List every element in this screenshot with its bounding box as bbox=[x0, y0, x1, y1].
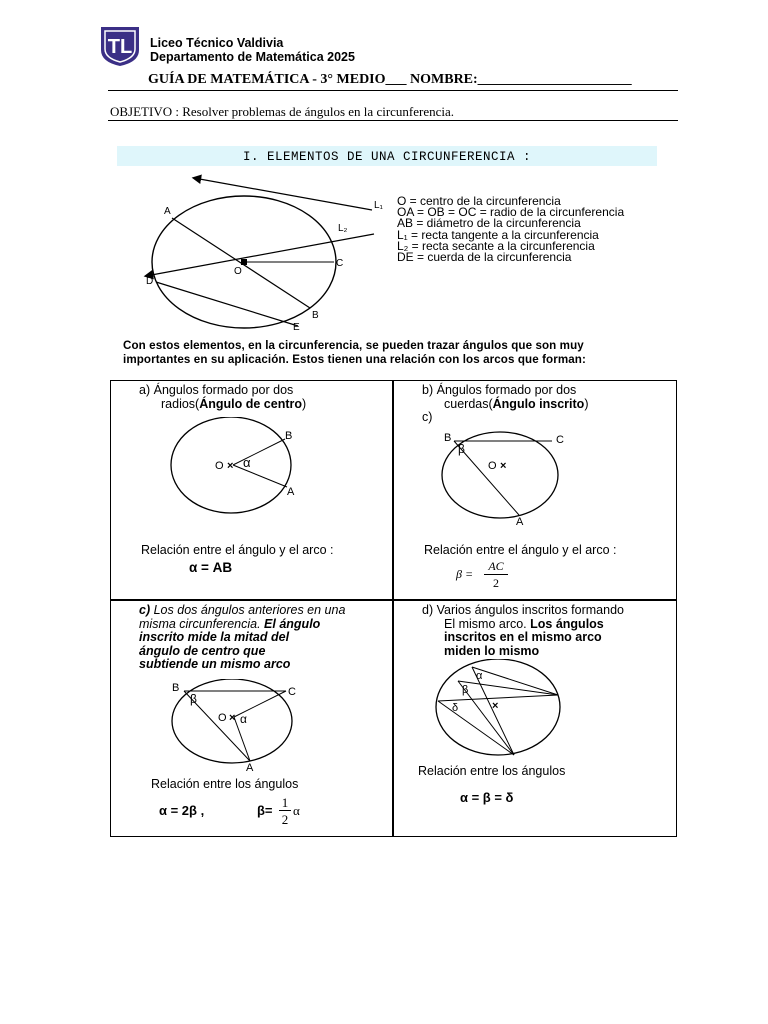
panel-bold-text: subtiende un mismo arco bbox=[139, 657, 291, 671]
label-beta: β bbox=[458, 442, 465, 456]
formula-numerator: AC bbox=[488, 559, 504, 573]
panel-bold-text: Ángulo inscrito bbox=[492, 396, 585, 411]
equal-inscribed-figure bbox=[432, 659, 632, 769]
label-l1: L₁ bbox=[374, 200, 383, 211]
label-a: A bbox=[164, 206, 171, 217]
panel-letter: b) bbox=[422, 383, 434, 397]
panel-text: cuerdas( bbox=[444, 396, 493, 411]
svg-text:×: × bbox=[500, 460, 507, 472]
panel-central-angle bbox=[110, 380, 393, 600]
panel-bold-text: miden lo mismo bbox=[444, 643, 540, 658]
label-b: B bbox=[444, 432, 452, 444]
panel-letter: d) bbox=[422, 603, 434, 617]
legend-item: L₁ = recta tangente a la circunferencia bbox=[397, 227, 599, 242]
legend-item: O = centro de la circunferencia bbox=[397, 194, 561, 208]
panel-text: c) bbox=[422, 410, 433, 424]
label-c: C bbox=[288, 686, 296, 698]
panel-letter: a) bbox=[139, 383, 151, 397]
school-logo bbox=[98, 24, 142, 68]
formula-lhs: β = bbox=[456, 567, 474, 581]
panel-text: El mismo arco. bbox=[444, 616, 531, 631]
label-o: O bbox=[488, 460, 497, 472]
legend-list bbox=[397, 196, 624, 263]
label-o: O bbox=[215, 460, 224, 472]
label-d: D bbox=[146, 276, 154, 287]
panel-text: Ángulos formado por dos bbox=[153, 383, 294, 397]
panel-bold-text: inscritos en el mismo arco bbox=[444, 630, 602, 644]
label-b: B bbox=[285, 430, 293, 442]
central-angle-figure bbox=[161, 417, 361, 537]
relation-text: Relación entre los ángulos bbox=[418, 764, 566, 778]
objective-text: OBJETIVO : Resolver problemas de ángulos en la circunferencia. bbox=[110, 104, 455, 119]
panel-bold-text: Los ángulos bbox=[530, 616, 604, 631]
panel-equal-inscribed bbox=[393, 600, 677, 837]
relation-text: Relación entre el ángulo y el arco : bbox=[424, 543, 617, 557]
panel-letter: c) bbox=[139, 603, 151, 617]
panel-text: ) bbox=[302, 396, 307, 411]
label-e: E bbox=[293, 322, 300, 333]
panel-text: Varios ángulos inscritos formando bbox=[436, 603, 624, 617]
legend-item: L₂ = recta secante a la circunferencia bbox=[397, 238, 595, 253]
panel-bold-text: inscrito mide la mitad del bbox=[139, 630, 290, 644]
tangent-l1 bbox=[194, 178, 372, 210]
relation-formula: α = β = δ bbox=[460, 790, 514, 805]
guide-title: GUÍA DE MATEMÁTICA - 3° MEDIO___ NOMBRE:______________________ bbox=[148, 72, 632, 87]
label-delta: δ bbox=[452, 702, 459, 714]
label-b: B bbox=[172, 682, 180, 694]
label-alpha: α bbox=[240, 712, 247, 726]
formula-part: α = 2β , bbox=[159, 803, 205, 818]
svg-text:×: × bbox=[229, 712, 236, 724]
department-name: Departamento de Matemática 2025 bbox=[150, 50, 355, 64]
formula-numerator: 1 bbox=[281, 795, 289, 810]
school-name: Liceo Técnico Valdivia bbox=[150, 36, 284, 50]
label-c: C bbox=[336, 258, 344, 269]
label-b: B bbox=[312, 310, 319, 321]
legend-item: DE = cuerda de la circunferencia bbox=[397, 250, 572, 265]
center-o-marker bbox=[241, 259, 247, 265]
panel-bold-text: El ángulo bbox=[264, 616, 321, 631]
svg-text:×: × bbox=[227, 460, 234, 472]
objective-rule bbox=[108, 120, 678, 121]
panel-bold-text: Ángulo de centro bbox=[199, 396, 302, 411]
label-a: A bbox=[287, 486, 295, 498]
inscribed-angle-figure bbox=[434, 429, 634, 539]
relation-text: Relación entre los ángulos bbox=[151, 777, 299, 791]
header-rule bbox=[108, 90, 678, 91]
panel-text: misma circunferencia. bbox=[139, 616, 265, 631]
label-o: O bbox=[218, 712, 227, 724]
formula-denominator: 2 bbox=[281, 812, 289, 827]
intro-paragraph: Con estos elementos, en la circunferencia, se pueden trazar ángulos que son muy importantes en su aplicación. Estos tienen una relación con los arcos que forman: bbox=[123, 339, 586, 366]
panel-inscribed-angle bbox=[393, 380, 677, 600]
label-a: A bbox=[246, 762, 254, 774]
logo-letters: TL bbox=[107, 36, 133, 58]
relation-formula: α = AB bbox=[189, 560, 233, 575]
svg-text:×: × bbox=[492, 700, 499, 712]
panel-central-vs-inscribed bbox=[110, 600, 393, 837]
label-alpha: α bbox=[243, 455, 251, 470]
legend-item: AB = diámetro de la circunferencia bbox=[397, 216, 581, 231]
label-l2: L₂ bbox=[338, 223, 348, 234]
label-beta: β bbox=[462, 684, 469, 696]
label-beta: β bbox=[190, 692, 197, 706]
section-title: I. ELEMENTOS DE UNA CIRCUNFERENCIA : bbox=[117, 146, 657, 166]
panel-text: Los dos ángulos anteriores en una bbox=[153, 603, 346, 617]
label-o: O bbox=[234, 266, 242, 277]
chord-de bbox=[156, 282, 298, 326]
secant-l2 bbox=[146, 234, 374, 276]
formula-denominator: 2 bbox=[493, 576, 499, 590]
legend-item: OA = OB = OC = radio de la circunferencia bbox=[397, 205, 625, 220]
panel-text: radios( bbox=[161, 396, 200, 411]
panel-text: ) bbox=[584, 396, 589, 411]
formula-part: α bbox=[293, 803, 300, 818]
school-header bbox=[150, 36, 355, 64]
label-a: A bbox=[516, 516, 524, 528]
formula-part: β= bbox=[257, 803, 273, 818]
panel-text: Ángulos formado por dos bbox=[436, 383, 577, 397]
panel-bold-text: ángulo de centro que bbox=[139, 643, 266, 658]
relation-text: Relación entre el ángulo y el arco : bbox=[141, 543, 334, 557]
label-c: C bbox=[556, 434, 564, 446]
main-circle-figure bbox=[140, 168, 400, 338]
central-inscribed-figure bbox=[166, 679, 366, 779]
label-alpha: α bbox=[476, 670, 483, 682]
